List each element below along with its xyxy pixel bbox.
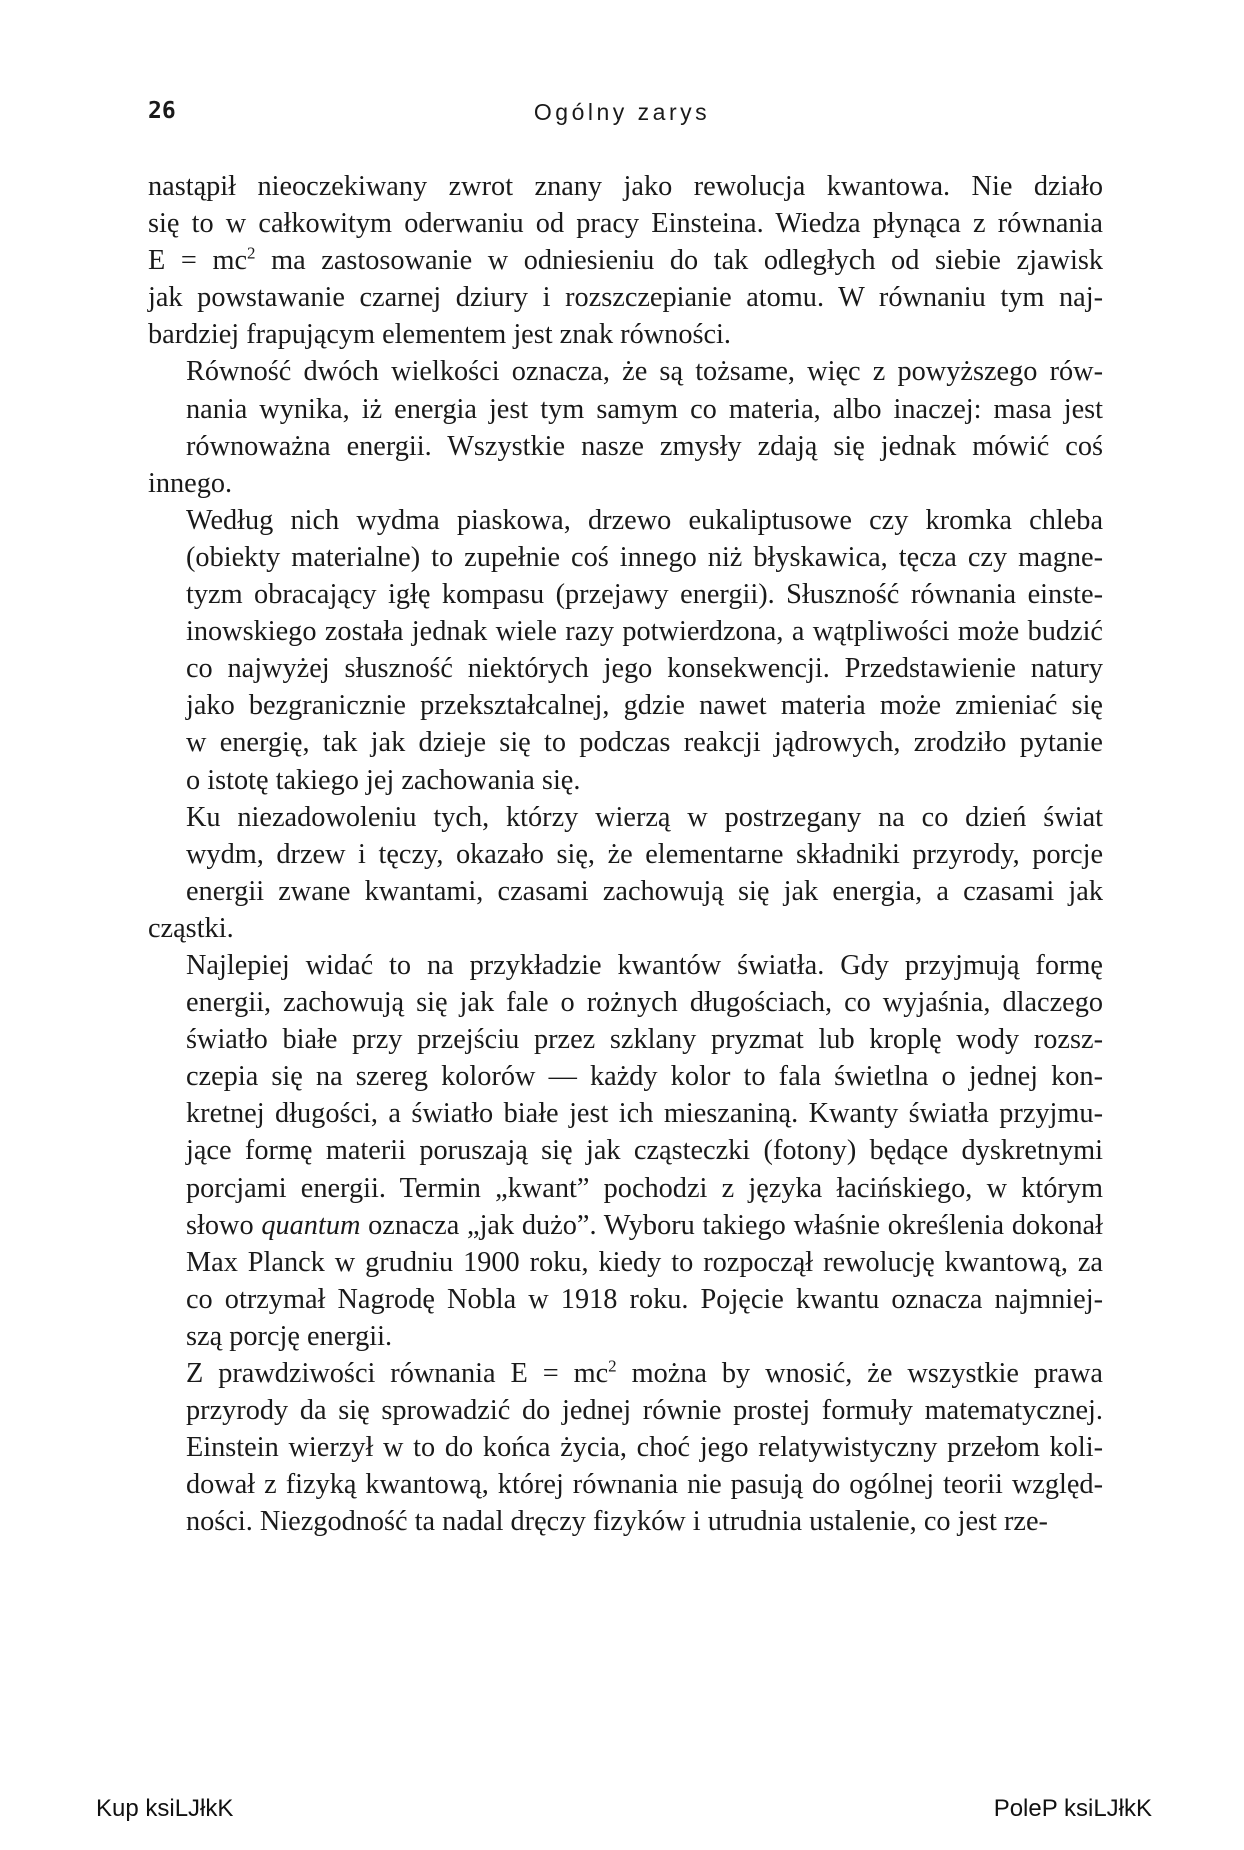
text-line: energii, zachowują się jak fale o rożnych długościach, co wyjaśnia, dlaczego	[186, 987, 1103, 1019]
text-line: kretnej długości, a światło białe jest ich mieszaniną. Kwanty światła przyjmu-	[186, 1098, 1103, 1130]
text-line: w energię, tak jak dzieje się to podczas reakcji jądrowych, zrodziło pytanie	[186, 727, 1103, 759]
text-line: nastąpił nieoczekiwany zwrot znany jako rewolucja kwantowa. Nie działo	[148, 171, 1103, 202]
text-line: dował z fizyką kwantową, której równania nie pasują do ogólnej teorii względ-	[186, 1469, 1103, 1501]
text-line: ności. Niezgodność ta nadal dręczy fizyków i utrudnia ustalenie, co jest rze-	[186, 1506, 1048, 1538]
text-line: Ku niezadowoleniu tych, którzy wierzą w postrzegany na co dzień świat	[186, 801, 1103, 833]
superscript-two: 2	[608, 1356, 617, 1376]
text-line: porcjami energii. Termin „kwant” pochodzi z języka łacińskiego, w którym	[186, 1172, 1103, 1204]
text-line: $E = mc^2$ ma zastosowanie w odniesieniu do tak odległych od siebie zjawisk	[148, 243, 1103, 277]
text-line: czepia się na szereg kolorów — każdy kolor to fala świetlna o jednej kon-	[186, 1061, 1103, 1093]
paragraph-4	[148, 1355, 1103, 1540]
text-line: jące formę materii poruszają się jak cząsteczki (fotony) będące dyskretnymi	[186, 1135, 1103, 1167]
text-line: (obiekty materialne) to zupełnie coś innego niż błyskawica, tęcza czy magne-	[186, 541, 1103, 573]
page-number: 26	[148, 98, 176, 124]
text-line: tyzm obracający igłę kompasu (przejawy energii). Słuszność równania einste-	[186, 579, 1103, 611]
text-line: nania wynika, iż energia jest tym samym co materia, albo inaczej: masa jest	[186, 393, 1103, 425]
text-line: przyrody da się sprowadzić do jednej równie prostej formuły matematycznej.	[186, 1395, 1103, 1427]
text-line: Według nich wydma piaskowa, drzewo eukaliptusowe czy kromka chleba	[186, 504, 1103, 536]
paragraph-1	[148, 168, 1103, 353]
text-line: słowo quantum oznacza „jak dużo”. Wyboru takiego właśnie określenia dokonał	[186, 1209, 1103, 1241]
text-line: szą porcję energii.	[186, 1320, 393, 1352]
body-text	[148, 168, 1103, 1540]
paragraph-3	[148, 799, 1103, 1355]
running-head: Ogólny zarys	[533, 99, 711, 125]
page-header	[0, 0, 1244, 140]
text-line: Najlepiej widać to na przykładzie kwantów światła. Gdy przyjmują formę	[186, 949, 1103, 981]
paragraph-2	[148, 353, 1103, 798]
text-line: Einstein wierzył w to do końca życia, choć jego relatywistyczny przełom koli-	[186, 1432, 1103, 1464]
italic-word: quantum	[261, 1209, 361, 1241]
text-line: energii zwane kwantami, czasami zachowują się jak energia, a czasami jak cząstki.	[148, 875, 1103, 944]
page-footer	[0, 1795, 1244, 1835]
text-line: co najwyżej słuszność niektórych jego konsekwencji. Przedstawienie natury	[186, 653, 1103, 685]
text-line: Max Planck w grudniu 1900 roku, kiedy to rozpoczął rewolucję kwantową, za	[186, 1246, 1103, 1278]
text-line: się to w całkowitym oderwaniu od pracy Einsteina. Wiedza płynąca z równania	[148, 208, 1103, 240]
recommend-book-link[interactable]: PoleP ksiLJłkK	[993, 1795, 1152, 1822]
text-line: jako bezgranicznie przekształcalnej, gdzie nawet materia może zmieniać się	[186, 690, 1103, 722]
text-line: Równość dwóch wielkości oznacza, że są tożsame, więc z powyższego rów-	[186, 356, 1103, 388]
text-line: o istotę takiego jej zachowania się.	[186, 764, 581, 796]
text-line: inowskiego została jednak wiele razy potwierdzona, a wątpliwości może budzić	[186, 616, 1103, 648]
text-line: Z prawdziwości równania $E = mc^2$ można by wnosić, że wszystkie prawa	[186, 1356, 1103, 1389]
text-line: bardziej frapującym elementem jest znak równości.	[148, 319, 731, 351]
text-line: co otrzymał Nagrodę Nobla w 1918 roku. Pojęcie kwantu oznacza najmniej-	[186, 1283, 1103, 1315]
text-line: równoważna energii. Wszystkie nasze zmysły zdają się jednak mówić coś innego.	[148, 430, 1103, 499]
superscript-two: 2	[247, 243, 256, 263]
buy-book-link[interactable]: Kup ksiLJłkK	[96, 1795, 234, 1822]
text-line: światło białe przy przejściu przez szklany pryzmat lub kroplę wody rozsz-	[186, 1024, 1103, 1056]
text-line: wydm, drzew i tęczy, okazało się, że elementarne składniki przyrody, porcje	[186, 838, 1103, 870]
text-line: jak powstawanie czarnej dziury i rozszczepianie atomu. W równaniu tym naj-	[148, 282, 1103, 314]
